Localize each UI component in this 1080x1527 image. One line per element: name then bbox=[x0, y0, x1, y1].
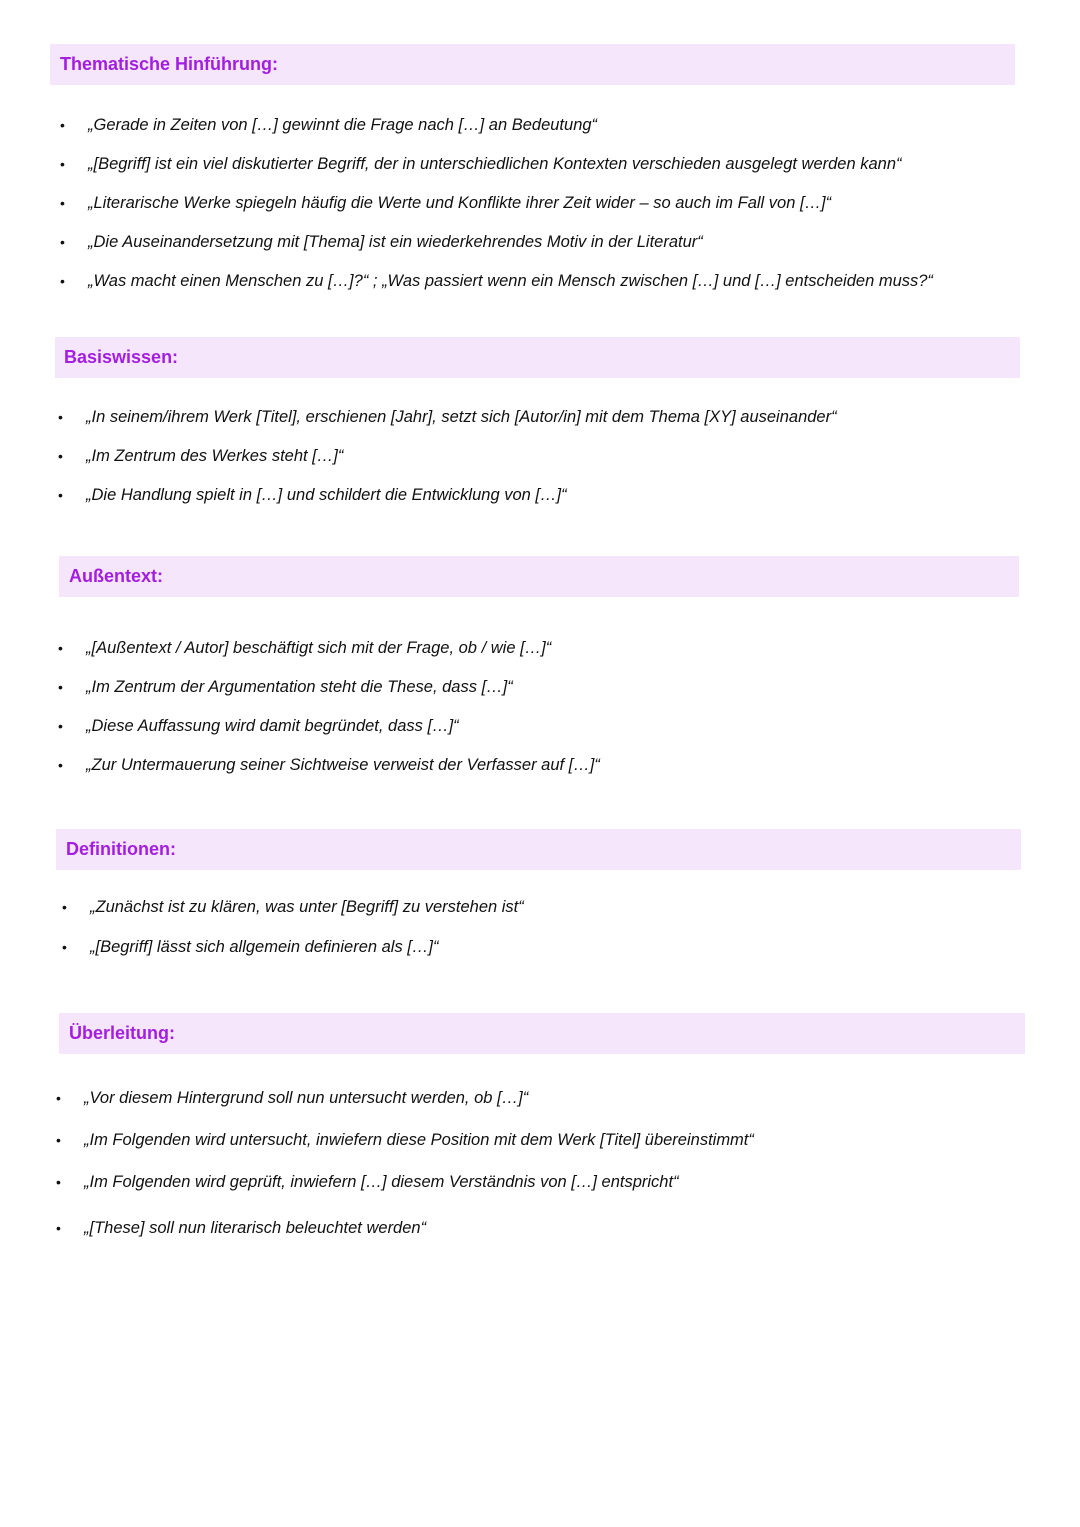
bullet-icon: • bbox=[60, 117, 65, 133]
bullet-icon: • bbox=[56, 1090, 61, 1106]
list-item-text: „Zunächst ist zu klären, was unter [Begriff] zu verstehen ist“ bbox=[90, 898, 524, 916]
list-item-text: „[Außentext / Autor] beschäftigt sich mit der Frage, ob / wie […]“ bbox=[86, 639, 552, 657]
bullet-icon: • bbox=[58, 679, 63, 695]
list-item-text: „Gerade in Zeiten von […] gewinnt die Frage nach […] an Bedeutung“ bbox=[88, 116, 598, 134]
bullet-icon: • bbox=[60, 195, 65, 211]
bullet-icon: • bbox=[62, 899, 67, 915]
list-item-text: „Im Folgenden wird geprüft, inwiefern […] diesem Verständnis von […] entspricht“ bbox=[84, 1173, 679, 1191]
list-item bbox=[58, 446, 837, 466]
bullet-list-aussentext bbox=[58, 638, 600, 775]
list-item-text: „Die Handlung spielt in […] und schildert die Entwicklung von […]“ bbox=[86, 486, 567, 504]
list-item bbox=[60, 271, 933, 291]
list-item-text: „Literarische Werke spiegeln häufig die Werte und Konflikte ihrer Zeit wider – so auch im Fall von […]“ bbox=[88, 194, 832, 212]
list-item bbox=[58, 755, 600, 775]
bullet-icon: • bbox=[56, 1220, 61, 1236]
list-item-text: „Im Zentrum der Argumentation steht die These, dass […]“ bbox=[86, 678, 513, 696]
section-heading: Außentext: bbox=[69, 566, 163, 586]
list-item bbox=[60, 115, 933, 135]
list-item bbox=[56, 1172, 754, 1192]
bullet-icon: • bbox=[58, 487, 63, 503]
bullet-icon: • bbox=[62, 939, 67, 955]
bullet-icon: • bbox=[58, 640, 63, 656]
list-item bbox=[60, 193, 933, 213]
list-item-text: „Im Zentrum des Werkes steht […]“ bbox=[86, 447, 344, 465]
list-item bbox=[58, 485, 837, 505]
section-heading: Definitionen: bbox=[66, 839, 176, 859]
section-header-ueberleitung bbox=[59, 1013, 1025, 1054]
list-item bbox=[58, 716, 600, 736]
list-item bbox=[56, 1088, 754, 1108]
list-item-text: „Diese Auffassung wird damit begründet, dass […]“ bbox=[86, 717, 459, 735]
bullet-icon: • bbox=[56, 1174, 61, 1190]
section-heading: Überleitung: bbox=[69, 1023, 175, 1043]
list-item bbox=[62, 937, 524, 957]
section-heading: Thematische Hinführung: bbox=[60, 54, 279, 74]
section-header-thematische-hinfuehrung bbox=[50, 44, 1015, 85]
bullet-icon: • bbox=[60, 273, 65, 289]
list-item-text: „Was macht einen Menschen zu […]?“ ; „Was passiert wenn ein Mensch zwischen […] und […] entscheiden muss?“ bbox=[88, 272, 933, 290]
list-item-text: „Die Auseinandersetzung mit [Thema] ist ein wiederkehrendes Motiv in der Literatur“ bbox=[88, 233, 703, 251]
list-item bbox=[58, 407, 837, 427]
section-heading: Basiswissen: bbox=[64, 347, 179, 367]
list-item-text: „[Begriff] lässt sich allgemein definieren als […]“ bbox=[90, 938, 439, 956]
list-item-text: „In seinem/ihrem Werk [Titel], erschienen [Jahr], setzt sich [Autor/in] mit dem Thema [XY] auseinander“ bbox=[86, 408, 837, 426]
bullet-icon: • bbox=[56, 1132, 61, 1148]
bullet-list-definitionen bbox=[62, 897, 524, 957]
list-item bbox=[58, 677, 600, 697]
list-item bbox=[58, 638, 600, 658]
section-header-aussentext bbox=[59, 556, 1019, 597]
bullet-icon: • bbox=[58, 448, 63, 464]
list-item bbox=[60, 154, 933, 174]
bullet-icon: • bbox=[58, 409, 63, 425]
list-item bbox=[56, 1218, 754, 1238]
bullet-list-thematische-hinfuehrung bbox=[60, 115, 933, 291]
list-item bbox=[56, 1130, 754, 1150]
bullet-icon: • bbox=[60, 156, 65, 172]
section-header-basiswissen bbox=[55, 337, 1020, 378]
list-item-text: „[Begriff] ist ein viel diskutierter Begriff, der in unterschiedlichen Kontexten verschieden ausgelegt werden kann“ bbox=[88, 155, 902, 173]
list-item-text: „Zur Untermauerung seiner Sichtweise verweist der Verfasser auf […]“ bbox=[86, 756, 600, 774]
bullet-icon: • bbox=[58, 718, 63, 734]
list-item-text: „Im Folgenden wird untersucht, inwiefern diese Position mit dem Werk [Titel] übereinstimmt“ bbox=[84, 1131, 754, 1149]
list-item bbox=[60, 232, 933, 252]
list-item-text: „Vor diesem Hintergrund soll nun untersucht werden, ob […]“ bbox=[84, 1089, 529, 1107]
bullet-icon: • bbox=[58, 757, 63, 773]
list-item bbox=[62, 897, 524, 917]
bullet-icon: • bbox=[60, 234, 65, 250]
section-header-definitionen bbox=[56, 829, 1021, 870]
list-item-text: „[These] soll nun literarisch beleuchtet werden“ bbox=[84, 1219, 427, 1237]
bullet-list-basiswissen bbox=[58, 407, 837, 505]
bullet-list-ueberleitung bbox=[56, 1088, 754, 1238]
